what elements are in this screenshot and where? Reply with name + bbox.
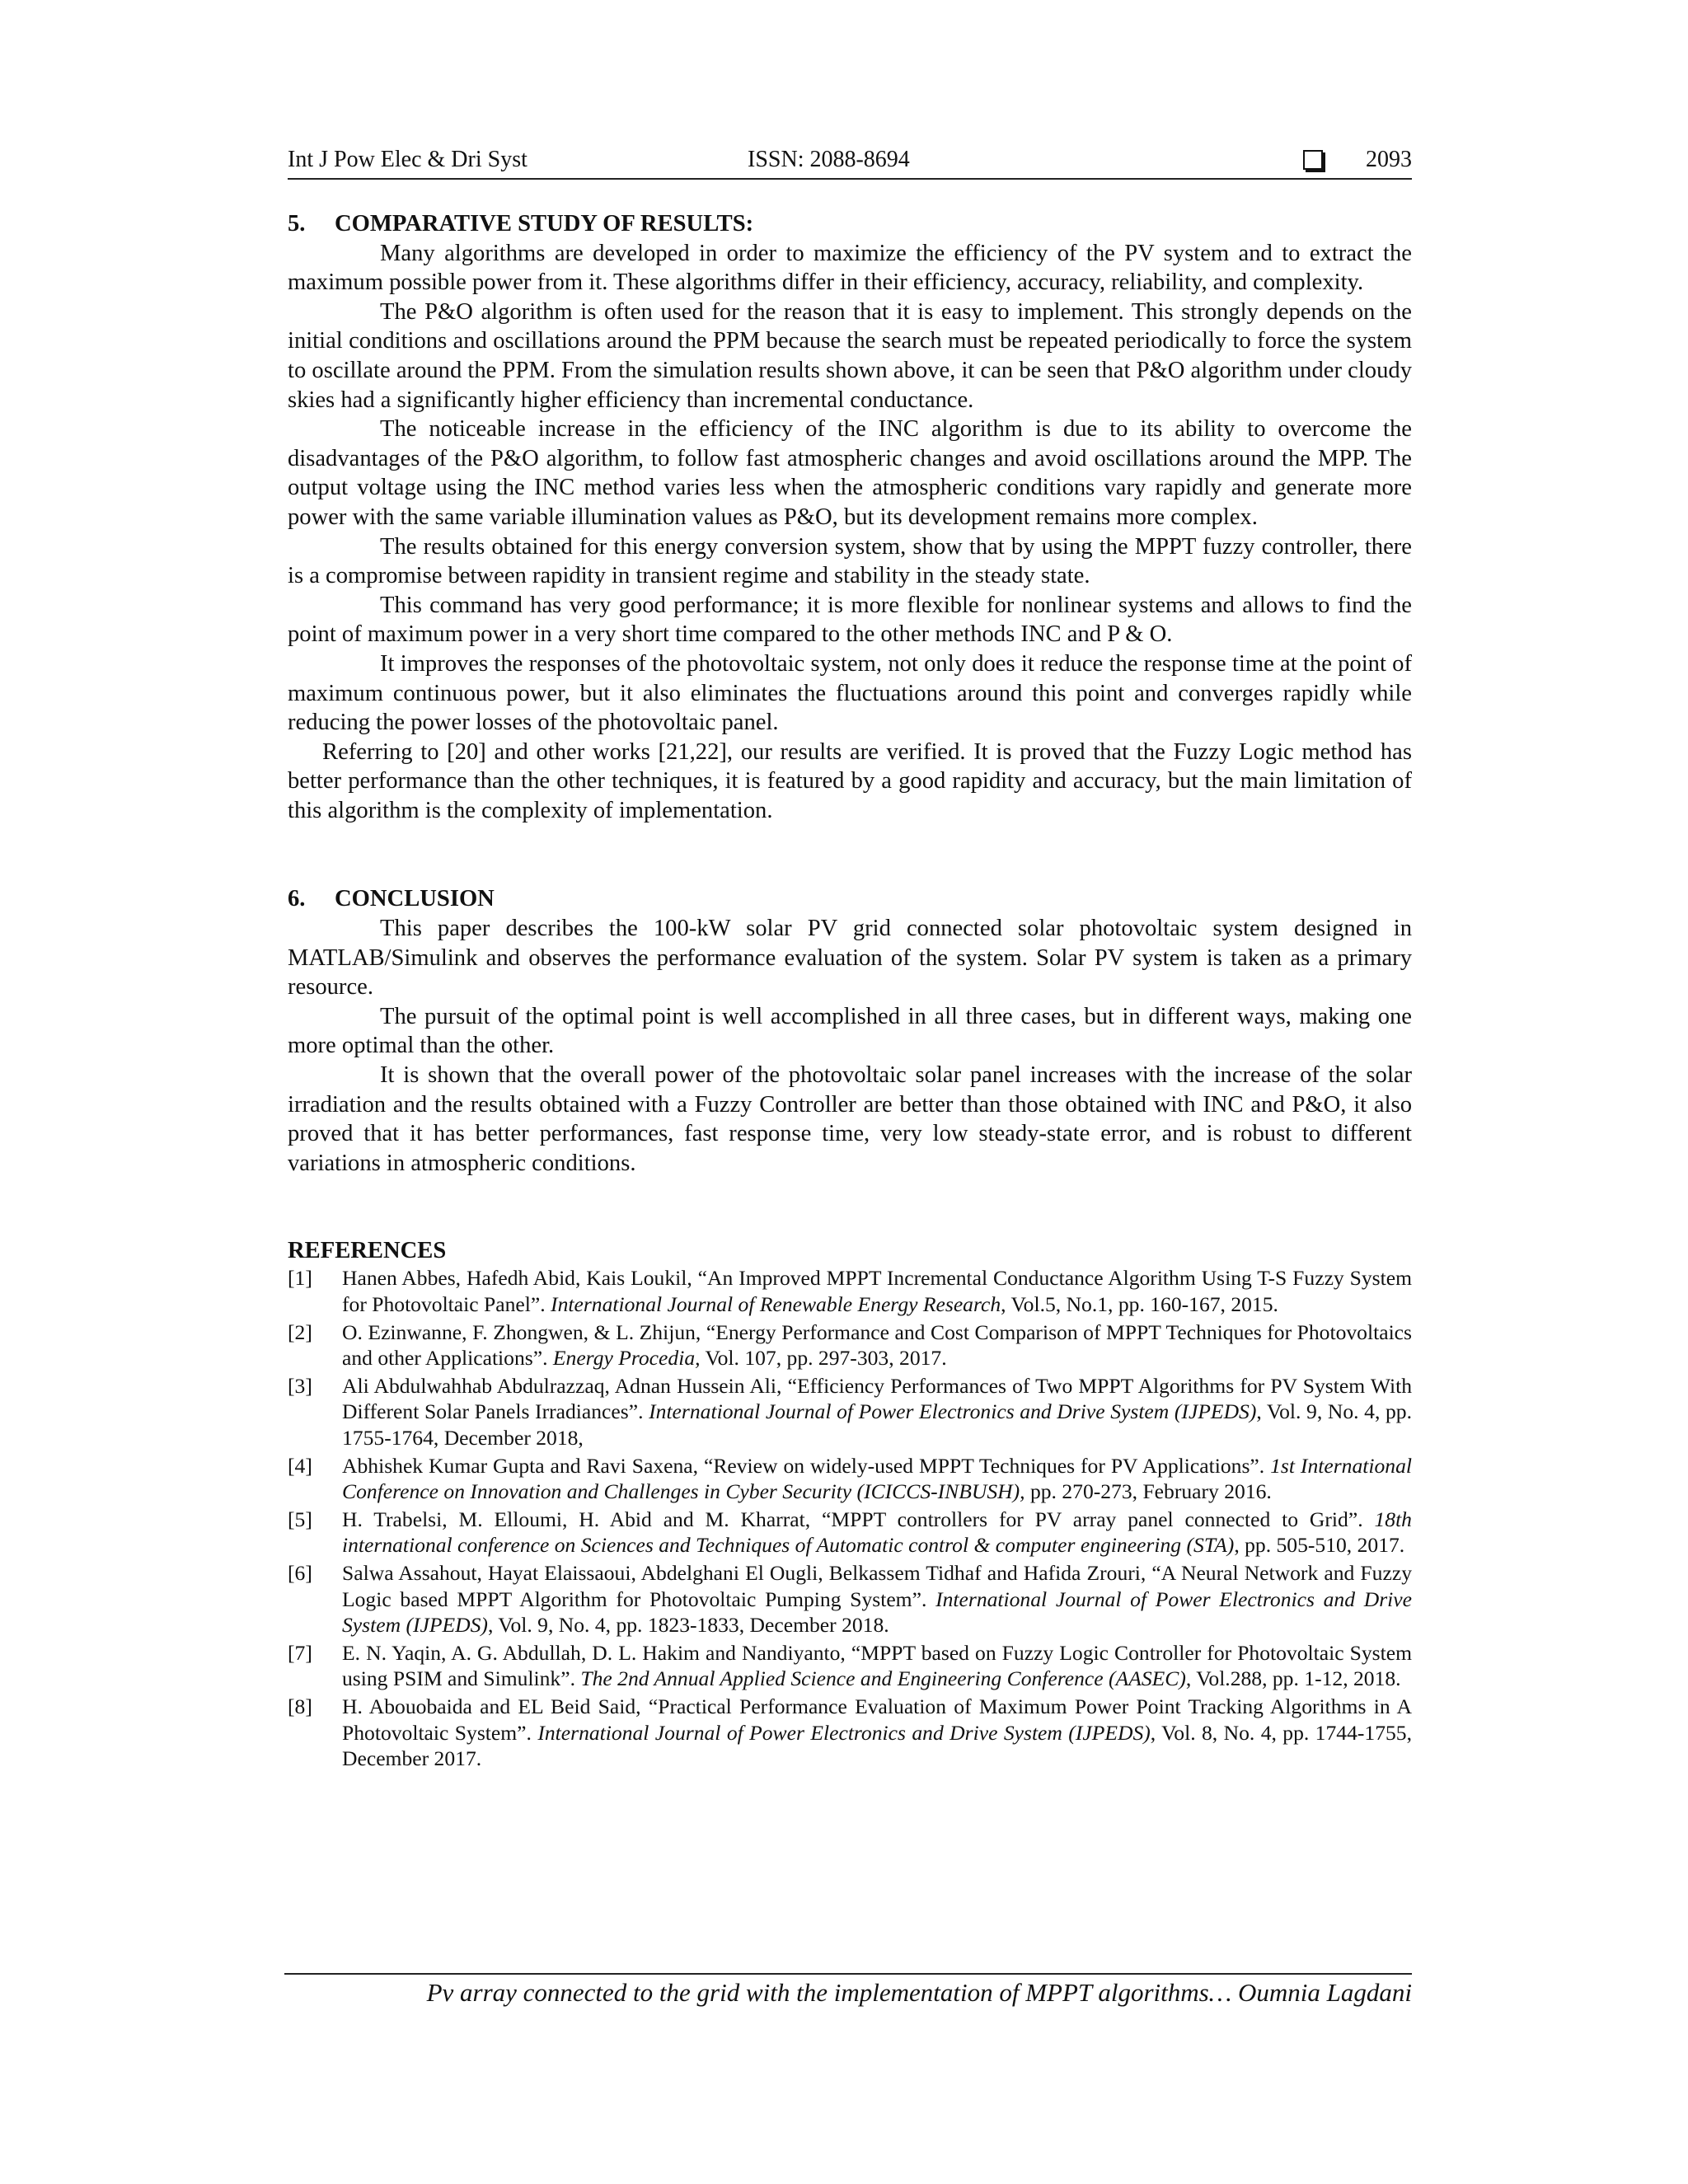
reference-details: , Vol. 9, No. 4, pp. 1755-1764, December 2018,: [342, 1399, 1412, 1450]
section-5-heading: [288, 209, 1412, 239]
paragraph: Referring to [20] and other works [21,22], our results are verified. It is proved that the Fuzzy Logic method has better performance than the other techniques, it is featured by a good rapidity and accuracy, but the main limitation of this algorithm is the complexity of implementation.: [288, 738, 1412, 823]
reference-details: pp. 270-273, February 2016.: [1025, 1479, 1272, 1504]
reference-details: , Vol.288, pp. 1-12, 2018.: [1185, 1666, 1401, 1691]
paragraph: The noticeable increase in the efficiency of the INC algorithm is due to its ability to overcome the disadvantages of the P&O algorithm, to follow fast atmospheric changes and avoid oscillations around the MPP. The output voltage using the INC method varies less when the atmospheric conditions vary rapidly and generate more power with the same variable illumination values as P&O, but its development remains more complex.: [288, 416, 1412, 530]
reference-item: [288, 1507, 1412, 1558]
paragraph: This paper describes the 100-kW solar PV grid connected solar photovoltaic system designed in MATLAB/Simulink and observes the performance evaluation of the system. Solar PV system is taken as a primary resource.: [288, 916, 1412, 1001]
reference-item: [288, 1265, 1412, 1317]
reference-item: [288, 1453, 1412, 1505]
reference-item: [288, 1373, 1412, 1451]
reference-number: [1]: [288, 1266, 312, 1291]
reference-item: [288, 1560, 1412, 1638]
reference-number: [6]: [288, 1560, 312, 1585]
page-body: [288, 209, 1412, 1774]
reference-item: [288, 1694, 1412, 1772]
reference-number: [5]: [288, 1507, 312, 1531]
reference-text: Hanen Abbes, Hafedh Abid, Kais Loukil, “An Improved MPPT Incremental Conductance Algorithm Using T-S Fuzzy System for Photovoltaic Panel”.: [342, 1266, 1412, 1316]
paragraph: It is shown that the overall power of the photovoltaic solar panel increases with the increase of the solar irradiation and the results obtained with a Fuzzy Controller are better than those obtained with INC and P&O, it also proved that it has better performances, fast response time, very low steady-state error, and is robust to different variations in atmospheric conditions.: [288, 1062, 1412, 1176]
paragraph: This command has very good performance; it is more flexible for nonlinear systems and allows to find the point of maximum power in a very short time compared to the other methods INC and P & O.: [288, 592, 1412, 648]
section-title: CONCLUSION: [335, 886, 495, 912]
spacer: [288, 1178, 1412, 1237]
running-footer: Pv array connected to the grid with the implementation of MPPT algorithms… Oumnia Lagdani: [426, 1978, 1412, 2007]
reference-details: , Vol. 8, No. 4, pp. 1744-1755, December 2017.: [342, 1720, 1412, 1771]
reference-venue: 1st International Conference on Innovation and Challenges in Cyber Security (ICICCS-INBUSH),: [342, 1453, 1413, 1504]
paragraph: The P&O algorithm is often used for the reason that it is easy to implement. This strongly depends on the initial conditions and oscillations around the PPM because the search must be repeated periodically to force the system to oscillate around the PPM. From the simulation results shown above, it can be seen that P&O algorithm under cloudy skies had a significantly higher efficiency than incremental conductance.: [288, 298, 1412, 413]
reference-number: [7]: [288, 1640, 312, 1665]
issn: ISSN: 2088-8694: [748, 147, 910, 172]
reference-text: Ali Abdulwahhab Abdulrazzaq, Adnan Hussein Ali, “Efficiency Performances of Two MPPT Algorithms for PV System With Different Solar Panels Irradiances”.: [342, 1373, 1412, 1424]
footer-rule: [284, 1973, 1412, 1975]
paragraph: It improves the responses of the photovoltaic system, not only does it reduce the response time at the point of maximum continuous power, but it also eliminates the fluctuations around this point and converges rapidly while reducing the power losses of the photovoltaic panel.: [288, 650, 1412, 736]
section-number: 6.: [288, 886, 306, 912]
reference-text: Salwa Assahout, Hayat Elaissaoui, Abdelghani El Ougli, Belkassem Tidhaf and Hafida Zrouri, “A Neural Network and Fuzzy Logic based MPPT Algorithm for Photovoltaic Pumping System”.: [342, 1560, 1412, 1611]
spacer: [288, 825, 1412, 884]
reference-venue: International Journal of Renewable Energy Research: [551, 1292, 1001, 1316]
reference-item: [288, 1319, 1412, 1371]
journal-abbreviation: Int J Pow Elec & Dri Syst: [288, 147, 528, 172]
reference-details: Vol. 107, pp. 297-303, 2017.: [700, 1346, 947, 1371]
reference-number: [3]: [288, 1373, 312, 1398]
reference-number: [8]: [288, 1694, 312, 1718]
reference-venue: International Journal of Power Electronics and Drive System (IJPEDS): [342, 1586, 1413, 1638]
reference-text: Abhishek Kumar Gupta and Ravi Saxena, “Review on widely-used MPPT Techniques for PV Applications”.: [342, 1453, 1265, 1478]
reference-details: , Vol.5, No.1, pp. 160-167, 2015.: [1001, 1292, 1278, 1316]
reference-details: , pp. 505-510, 2017.: [1234, 1533, 1405, 1558]
reference-details: , Vol. 9, No. 4, pp. 1823-1833, December 2018.: [487, 1613, 889, 1638]
checkbox-square-icon: [1303, 150, 1323, 170]
paragraph: The pursuit of the optimal point is well accomplished in all three cases, but in different ways, making one more optimal than the other.: [288, 1003, 1412, 1059]
reference-text: H. Trabelsi, M. Elloumi, H. Abid and M. Kharrat, “MPPT controllers for PV array panel connected to Grid”.: [342, 1507, 1363, 1531]
reference-venue: 18th international conference on Sciences and Techniques of Automatic control & computer engineering (STA): [342, 1507, 1412, 1558]
reference-text: O. Ezinwanne, F. Zhongwen, & L. Zhijun, “Energy Performance and Cost Comparison of MPPT Techniques for Photovoltaics and other Applications”.: [342, 1319, 1412, 1371]
reference-number: [2]: [288, 1319, 312, 1344]
page-number: 2093: [1366, 147, 1412, 172]
reference-text: H. Abouobaida and EL Beid Said, “Practical Performance Evaluation of Maximum Power Point Tracking Algorithms in A Photovoltaic System”.: [342, 1694, 1412, 1745]
reference-venue: Energy Procedia,: [552, 1346, 701, 1371]
section-6-heading: [288, 884, 1412, 914]
reference-text: E. N. Yaqin, A. G. Abdullah, D. L. Hakim and Nandiyanto, “MPPT based on Fuzzy Logic Controller for Photovoltaic System using PSIM and Simulink”.: [342, 1640, 1412, 1691]
references-heading: REFERENCES: [288, 1238, 447, 1264]
reference-venue: International Journal of Power Electronics and Drive System (IJPEDS): [649, 1399, 1257, 1424]
running-header: [288, 145, 1412, 180]
reference-item: [288, 1640, 1412, 1692]
reference-number: [4]: [288, 1453, 312, 1478]
reference-list: [288, 1265, 1412, 1771]
reference-venue: The 2nd Annual Applied Science and Engineering Conference (AASEC): [580, 1666, 1186, 1691]
reference-venue: International Journal of Power Electronics and Drive System (IJPEDS): [537, 1720, 1151, 1745]
paragraph: Many algorithms are developed in order to maximize the efficiency of the PV system and to extract the maximum possible power from it. These algorithms differ in their efficiency, accuracy, reliability, and complexity.: [288, 240, 1412, 296]
paragraph: The results obtained for this energy conversion system, show that by using the MPPT fuzzy controller, there is a compromise between rapidity in transient regime and stability in the steady state.: [288, 533, 1412, 589]
section-number: 5.: [288, 211, 306, 237]
section-title: COMPARATIVE STUDY OF RESULTS:: [335, 211, 754, 237]
